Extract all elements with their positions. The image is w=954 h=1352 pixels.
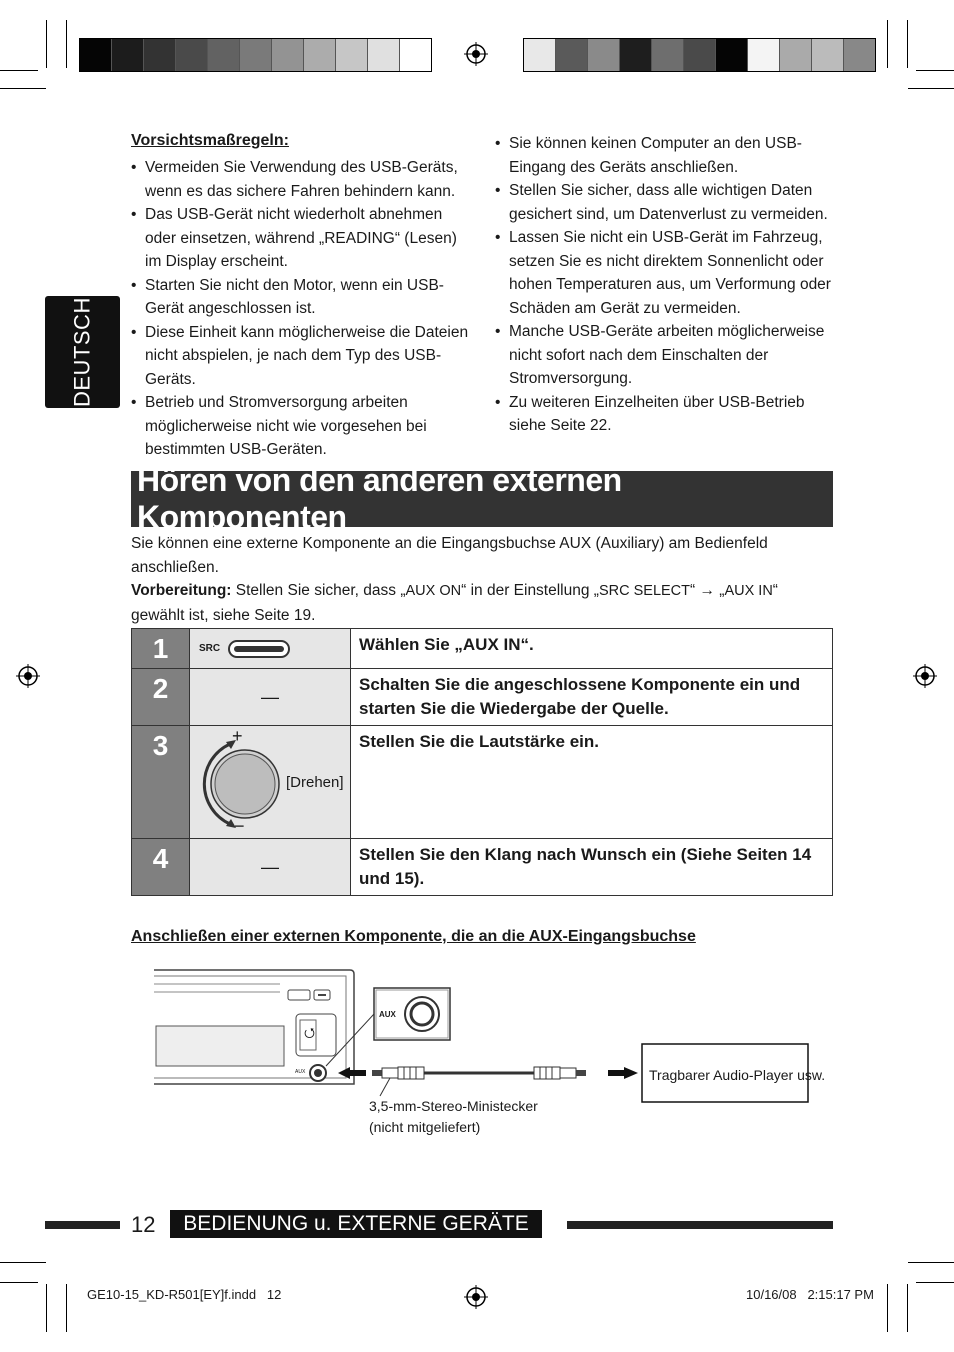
step-text: Schalten Sie die angeschlossene Komponente ein und starten Sie die Wiedergabe der Quelle.	[351, 669, 833, 726]
gray-scale-bar-left	[79, 38, 432, 72]
section-label: BEDIENUNG u. EXTERNE GERÄTE	[170, 1210, 542, 1238]
rotate-label: [Drehen]	[286, 774, 344, 791]
precautions-left-column	[131, 132, 469, 462]
step-illustration: —	[190, 669, 351, 726]
connection-heading: Anschließen einer externen Komponente, die an die AUX-Eingangsbuchse	[131, 928, 696, 945]
precaution-item: • Starten Sie nicht den Motor, wenn ein USB-Gerät angeschlossen ist.	[131, 274, 469, 321]
precaution-item: • Sie können keinen Computer an den USB-Eingang des Geräts anschließen.	[495, 132, 835, 179]
connection-diagram	[150, 966, 815, 1116]
cable-label-line: (nicht mitgeliefert)	[369, 1119, 481, 1135]
slug-timestamp: 10/16/08 2:15:17 PM	[746, 1287, 874, 1302]
step-row	[132, 629, 833, 669]
precaution-item: • Lassen Sie nicht ein USB-Gerät im Fahrzeug, setzen Sie es nicht direktem Sonnenlicht oder hohen Temperaturen aus, um Verformung oder Schäden am Gerät zu vermeiden.	[495, 226, 835, 320]
precaution-item: • Stellen Sie sicher, dass alle wichtigen Daten gesichert sind, um Datenverlust zu vermeiden.	[495, 179, 835, 226]
step-row	[132, 839, 833, 896]
precaution-item: • Das USB-Gerät nicht wiederholt abnehmen oder einsetzen, während „READING“ (Lesen) im Display erscheint.	[131, 203, 469, 274]
registration-mark-icon	[464, 1285, 488, 1309]
intro-line: Sie können eine externe Komponente an die Eingangsbuchse AUX (Auxiliary) am Bedienfeld anschließen.	[131, 535, 768, 576]
step-number: 3	[132, 726, 190, 839]
aux-label: AUX	[379, 1010, 396, 1019]
precautions-list-right	[495, 132, 835, 438]
language-tab: DEUTSCH	[45, 296, 120, 408]
footer-bar-left	[45, 1221, 120, 1229]
step-row	[132, 726, 833, 839]
preparation-line	[131, 579, 833, 627]
precaution-item: • Betrieb und Stromversorgung arbeiten möglicherweise nicht wie vorgesehen bei bestimmten USB-Geräten.	[131, 391, 469, 462]
precautions-right-column	[495, 132, 835, 438]
footer-bar-right	[567, 1221, 833, 1229]
step-text: Stellen Sie die Lautstärke ein.	[351, 726, 833, 839]
player-label: Tragbarer Audio-Player usw.	[649, 1067, 826, 1083]
gray-scale-bar-right	[523, 38, 876, 72]
prep-text: “ → „	[690, 582, 725, 599]
usb-port-icon: ⭯	[304, 1025, 315, 1040]
slug-file: GE10-15_KD-R501[EY]f.indd 12	[87, 1287, 282, 1302]
registration-mark-icon	[464, 42, 488, 66]
minus-label: −	[234, 816, 245, 836]
aux-label-small: AUX	[295, 1069, 306, 1075]
registration-mark-icon	[16, 664, 40, 688]
src-label: SRC	[199, 643, 221, 654]
plus-label: +	[232, 726, 243, 746]
display-text-aux-on: AUX ON	[405, 583, 462, 599]
step-illustration	[190, 629, 351, 669]
cable-label	[369, 1096, 538, 1138]
src-button-icon	[228, 639, 290, 659]
precautions-list-left	[131, 156, 469, 462]
section-banner-title: Hören von den anderen externen Komponenten	[131, 471, 833, 527]
display-text-src-select: SRC SELECT	[598, 583, 691, 599]
volume-knob-icon	[200, 732, 290, 834]
step-number: 4	[132, 839, 190, 896]
step-number: 1	[132, 629, 190, 669]
prep-text: “ gewählt ist, siehe Seite 19.	[131, 582, 778, 624]
step-illustration	[190, 726, 351, 839]
precaution-item: • Diese Einheit kann möglicherweise die Dateien nicht abspielen, je nach dem Typ des USB-Geräts.	[131, 321, 469, 392]
step-row	[132, 669, 833, 726]
page-number: 12	[131, 1212, 156, 1237]
registration-mark-icon	[913, 664, 937, 688]
cable-label-line: 3,5-mm-Stereo-Ministecker	[369, 1098, 538, 1114]
preparation-label: Vorbereitung:	[131, 582, 232, 599]
precaution-item: • Vermeiden Sie Verwendung des USB-Geräts, wenn es das sichere Fahren behindern kann.	[131, 156, 469, 203]
precaution-item: • Zu weiteren Einzelheiten über USB-Betrieb siehe Seite 22.	[495, 391, 835, 438]
steps-table	[131, 628, 833, 896]
step-text: Stellen Sie den Klang nach Wunsch ein (Siehe Seiten 14 und 15).	[351, 839, 833, 896]
display-text-aux-in: AUX IN	[724, 583, 773, 599]
prep-text: “ in der Einstellung „	[461, 582, 599, 599]
prep-text: Stellen Sie sicher, dass „	[235, 582, 406, 599]
precautions-heading: Vorsichtsmaßregeln:	[131, 132, 289, 149]
step-illustration: —	[190, 839, 351, 896]
step-text: Wählen Sie „AUX IN“.	[351, 629, 833, 669]
step-number: 2	[132, 669, 190, 726]
intro-text	[131, 532, 833, 627]
precaution-item: • Manche USB-Geräte arbeiten möglicherweise nicht sofort nach dem Einschalten der Stromversorgung.	[495, 320, 835, 391]
